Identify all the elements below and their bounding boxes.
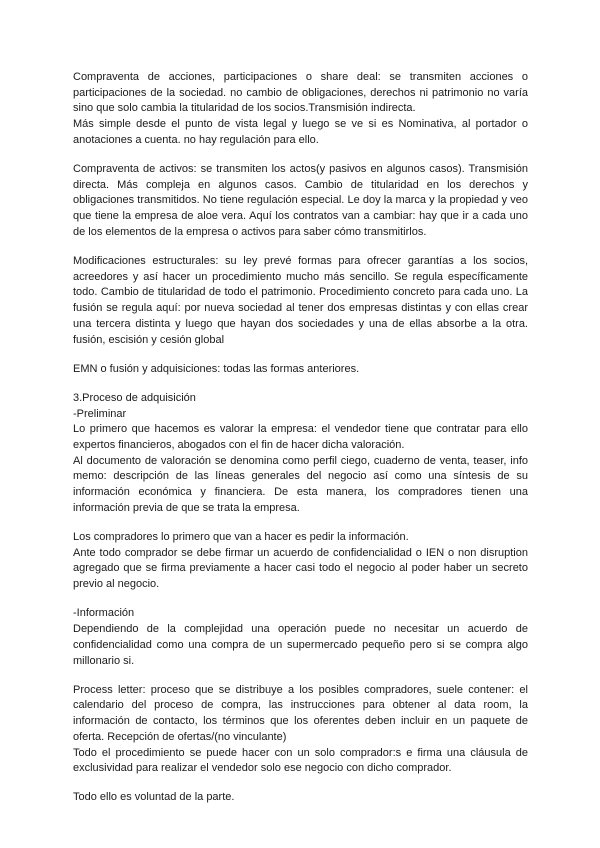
- paragraph-valuation-document: Al documento de valoración se denomina como perfil ciego, cuaderno de venta, teaser, info memo: descripción de las líneas generales del negocio así como una síntesis de su información económica y financiera. De esta manera, los compradores tienen una información previa de que se trata la empresa.: [73, 454, 528, 514]
- paragraph-buyers-request: Los compradores lo primero que van a hacer es pedir la información.: [73, 531, 409, 544]
- spacer: [73, 517, 528, 531]
- spacer: [73, 669, 528, 683]
- spacer: [73, 377, 528, 391]
- paragraph-complexity: Dependiendo de la complejidad una operación puede no necesitar un acuerdo de confidencialidad como una compra de un supermercado pequeño pero si se compra algo millonario si.: [73, 623, 528, 667]
- subheading-preliminar: -Preliminar: [73, 407, 127, 420]
- paragraph-emn: EMN o fusión y adquisiciones: todas las formas anteriores.: [73, 362, 360, 375]
- paragraph-share-deal: Compraventa de acciones, participaciones o share deal: se transmiten acciones o participaciones de la sociedad. no cambio de obligaciones, derechos ni patrimonio no varía sino que solo cambia la titularidad de los socios.Transmisión indirecta.: [73, 71, 528, 115]
- paragraph-asset-deal: Compraventa de activos: se transmiten los actos(y pasivos en algunos casos). Transmisión directa. Más compleja en algunos casos. Cambio de titularidad en los derechos y obligaciones transmitidos. No tiene regulación especial. Le doy la marca y la propiedad y veo que tiene la empresa de aloe vera. Aquí los contratos van a cambiar: hay que ir a cada uno de los elementos de la empresa o activos para saber cómo transmitirlos.: [73, 163, 528, 238]
- paragraph-valuation: Lo primero que hacemos es valorar la empresa: el vendedor tiene que contratar para ello expertos financieros, abogados con el fin de hacer dicha valoración.: [73, 423, 528, 452]
- spacer: [73, 348, 528, 362]
- paragraph-exclusivity: Todo el procedimiento se puede hacer con un solo comprador:s e firma una cláusula de exclusividad para realizar el vendedor solo ese negocio con dicho comprador.: [73, 746, 528, 775]
- paragraph-confidentiality: Ante todo comprador se debe firmar un acuerdo de confidencialidad o IEN o non disruption agregado que se firma previamente a hacer casi todo el negocio al poder haber un secreto previo al negocio.: [73, 546, 528, 591]
- document-page: [73, 70, 528, 806]
- spacer: [73, 593, 528, 607]
- paragraph-closing: Todo ello es voluntad de la parte.: [73, 791, 235, 804]
- paragraph-structural-modifications: Modificaciones estructurales: su ley prevé formas para ofrecer garantías a los socios, acreedores y así hacer un procedimiento mucho más sencillo. Se regula específicamente todo. Cambio de titularidad de todo el patrimonio. Procedimiento concreto para cada uno. La fusión se regula aquí: por nueva sociedad al tener dos empresas distintas y con ellas crear una tercera distinta y luego que hayan dos sociedades y una de ellas absorbe a la otra. fusión, escisión y cesión global: [73, 255, 528, 346]
- spacer: [73, 241, 528, 255]
- spacer: [73, 149, 528, 163]
- paragraph-share-deal-note: Más simple desde el punto de vista legal y luego se ve si es Nominativa, al portador o anotaciones a cuenta. no hay regulación para ello.: [73, 118, 528, 146]
- paragraph-process-letter: Process letter: proceso que se distribuye a los posibles compradores, suele contener: el calendario del proceso de compra, las instrucciones para obtener al data room, la información de contacto, los términos que los oferentes deben incluir en un paquete de oferta. Recepción de ofertas/(no vinculante): [73, 683, 528, 743]
- spacer: [73, 777, 528, 791]
- subheading-informacion: -Información: [73, 607, 135, 620]
- section-heading-acquisition-process: 3.Proceso de adquisición: [73, 391, 196, 404]
